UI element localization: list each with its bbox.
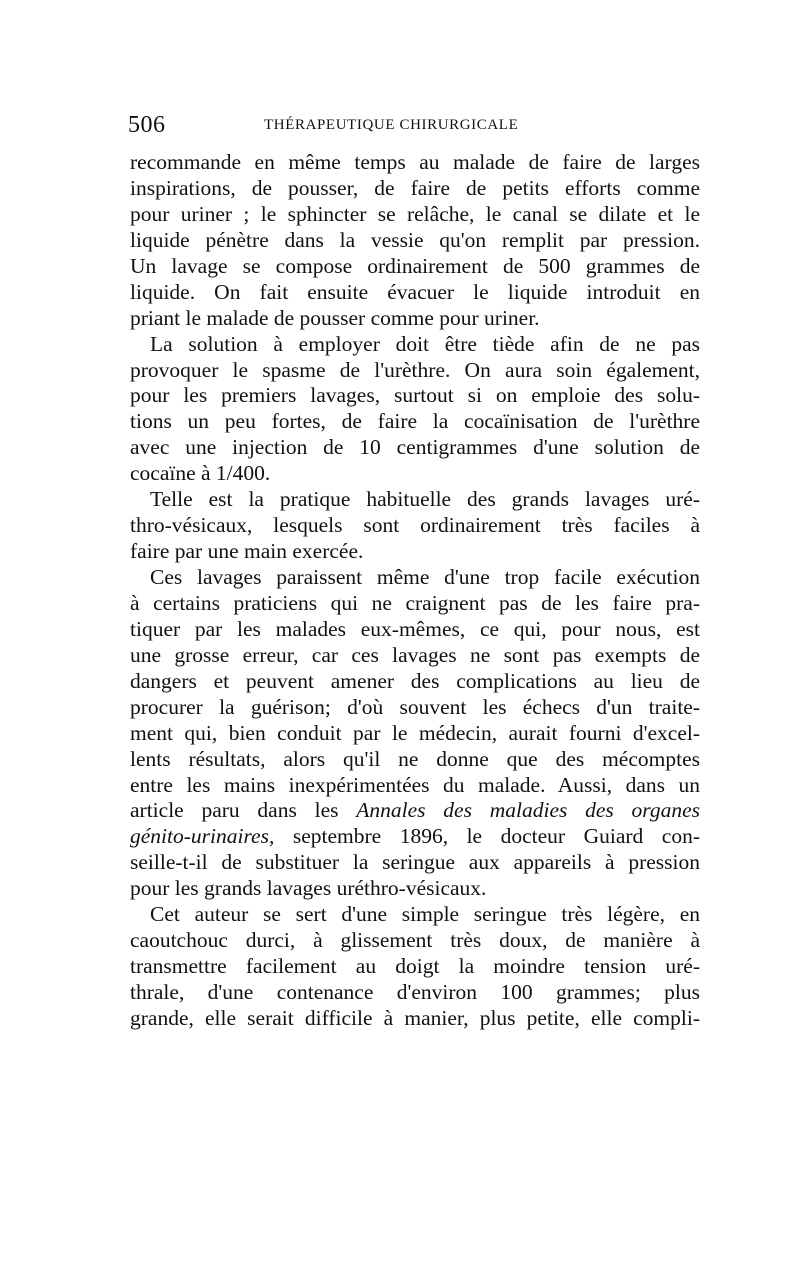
text-line: liquide. On fait ensuite évacuer le liquide introduit en [130,279,700,304]
text-line: Ces lavages paraissent même d'une trop facile exécution [150,565,700,589]
text-line: seille-t-il de substituer la seringue aux appareils à pression [130,850,700,875]
text-line: inspirations, de pousser, de faire de petits efforts comme [130,175,700,200]
journal-title-italic: génito-urinaires, [130,824,275,849]
text-line [130,798,700,824]
text-line: caoutchouc durci, à glissement très doux, de manière à [130,928,700,953]
text-line: priant le malade de pousser comme pour uriner. [130,305,540,330]
text-line: transmettre facilement au doigt la moindre tension uré- [130,954,700,979]
text-line: tions un peu fortes, de faire la cocaïnisation de l'urèthre [130,409,700,434]
text-line: thrale, d'une contenance d'environ 100 grammes; plus [130,980,700,1004]
text-line: tiquer par les malades eux-mêmes, ce qui, pour nous, est [130,616,700,641]
text-line: pour uriner ; le sphincter se relâche, le canal se dilate et le [130,201,700,226]
text-line: lents résultats, alors qu'il ne donne que des mécomptes [130,746,700,771]
running-title: THÉRAPEUTIQUE CHIRURGICALE [264,117,519,133]
text-fragment: article paru dans les [130,798,339,823]
text-line: liquide pénètre dans la vessie qu'on remplit par pression. [130,227,700,252]
text-line: ment qui, bien conduit par le médecin, aurait fourni d'excel- [130,720,700,745]
text-line: pour les premiers lavages, surtout si on emploie des solu- [130,383,700,408]
text-line: grande, elle serait difficile à manier, plus petite, elle compli- [130,1005,700,1030]
text-line: La solution à employer doit être tiède afin de ne pas [150,331,700,356]
page-header [128,112,700,142]
text-line: Telle est la pratique habituelle des grands lavages uré- [150,487,700,512]
text-line: pour les grands lavages uréthro-vésicaux. [130,876,487,901]
text-line: une grosse erreur, car ces lavages ne sont pas exempts de [130,642,700,667]
text-line: avec une injection de 10 centigrammes d'une solution de [130,435,700,460]
text-line: à certains praticiens qui ne craignent pas de les faire pra- [130,590,700,615]
page-number: 506 [128,112,166,138]
text-line: procurer la guérison; d'où souvent les échecs d'un traite- [130,694,700,719]
text-line: Un lavage se compose ordinairement de 500 grammes de [130,253,700,278]
text-line: faire par une main exercée. [130,539,364,564]
text-line: thro-vésicaux, lesquels sont ordinairement très faciles à [130,513,700,538]
text-line [130,824,700,850]
text-line: cocaïne à 1/400. [130,461,271,486]
text-fragment: septembre 1896, le docteur Guiard con- [292,824,700,849]
journal-title-italic: Annales des maladies des organes [356,798,700,823]
body-text [130,150,700,1032]
text-line: Cet auteur se sert d'une simple seringue très légère, en [150,902,700,927]
text-line: provoquer le spasme de l'urèthre. On aura soin également, [130,357,700,382]
text-line: dangers et peuvent amener des complications au lieu de [130,668,700,693]
text-line: recommande en même temps au malade de faire de larges [130,150,700,174]
text-line: entre les mains inexpérimentées du malade. Aussi, dans un [130,772,700,797]
